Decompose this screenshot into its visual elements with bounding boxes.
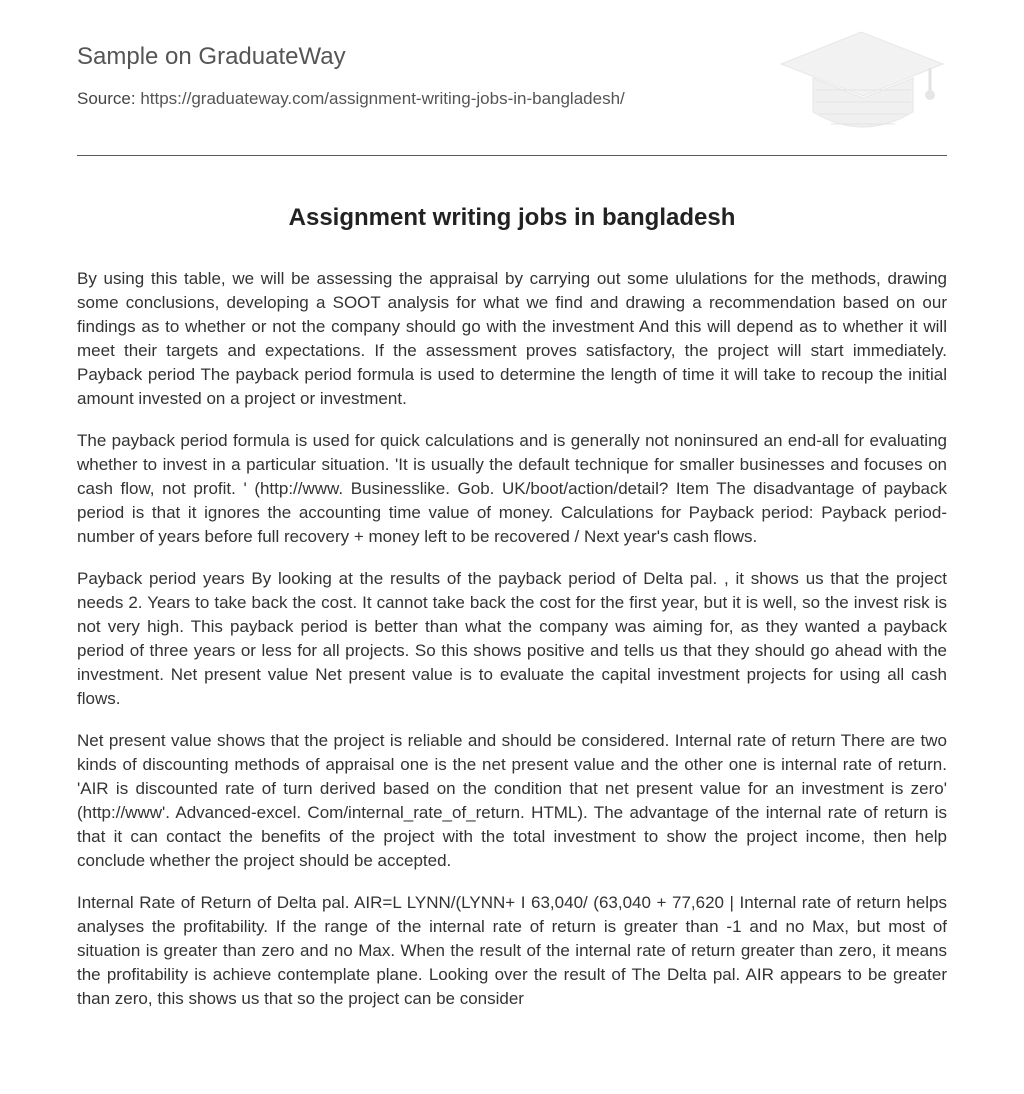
document-title: Assignment writing jobs in bangladesh xyxy=(288,204,736,231)
site-title: Sample on GraduateWay xyxy=(77,43,346,70)
paragraph: Net present value shows that the project is reliable and should be considered. Internal rate of return There are two kinds of discounting methods of appraisal one is the net present value and the other one is internal rate of return. 'AIR is discounted rate of turn derived based on the condition that net present value for an investment is zero' (http://www'. Advanced-excel. Com/internal_rate_of_return. HTML). The advantage of the internal rate of return is that it can contact the benefits of the project with the total investment to show the project income, then help conclude whether the project should be accepted. xyxy=(77,731,947,870)
paragraph: By using this table, we will be assessing the appraisal by carrying out some ululations for the methods, drawing some conclusions, developing a SOOT analysis for what we find and drawing a recommendation based on our findings as to whether or not the company should go with the investment And this will depend as to whether it will meet their targets and expectations. If the assessment proves satisfactory, the project will start immediately. Payback period The payback period formula is used to determine the length of time it will take to recoup the initial amount invested on a project or investment. xyxy=(77,269,947,408)
paragraph: Payback period years By looking at the results of the payback period of Delta pal. , it shows us that the project needs 2. Years to take back the cost. It cannot take back the cost for the first year, but it is well, so the invest risk is not very high. This payback period is better than what the company was aiming for, as they wanted a payback period of three years or less for all projects. So this shows positive and tells us that they should go ahead with the investment. Net present value Net present value is to evaluate the capital investment projects for using all cash flows. xyxy=(77,569,947,708)
source-line xyxy=(77,89,625,109)
document-body xyxy=(77,267,947,1029)
source-link[interactable]: https://graduateway.com/assignment-writing-jobs-in-bangladesh/ xyxy=(140,89,625,108)
paragraph: The payback period formula is used for quick calculations and is generally not noninsured an end-all for evaluating whether to invest in a particular situation. 'It is usually the default technique for smaller businesses and focuses on cash flow, not profit. ' (http://www. Businesslike. Gob. UK/boot/action/detail? Item The disadvantage of payback period is that it ignores the accounting time value of money. Calculations for Payback period: Payback period-number of years before full recovery + money left to be recovered / Next year's cash flows. xyxy=(77,431,947,546)
paragraph: Internal Rate of Return of Delta pal. AIR=L LYNN/(LYNN+ I 63,040/ (63,040 + 77,620 | Internal rate of return helps analyses the profitability. If the range of the internal rate of return is greater than -1 and no Max, but most of situation is greater than zero and no Max. When the result of the internal rate of return greater than zero, it means the profitability is achieve contemplate plane. Looking over the result of The Delta pal. AIR appears to be greater than zero, this shows us that so the project can be consider xyxy=(77,893,947,1008)
page-header xyxy=(77,0,947,156)
graduation-cap-icon xyxy=(779,30,947,134)
header-divider xyxy=(77,155,947,156)
source-label: Source: xyxy=(77,89,136,108)
